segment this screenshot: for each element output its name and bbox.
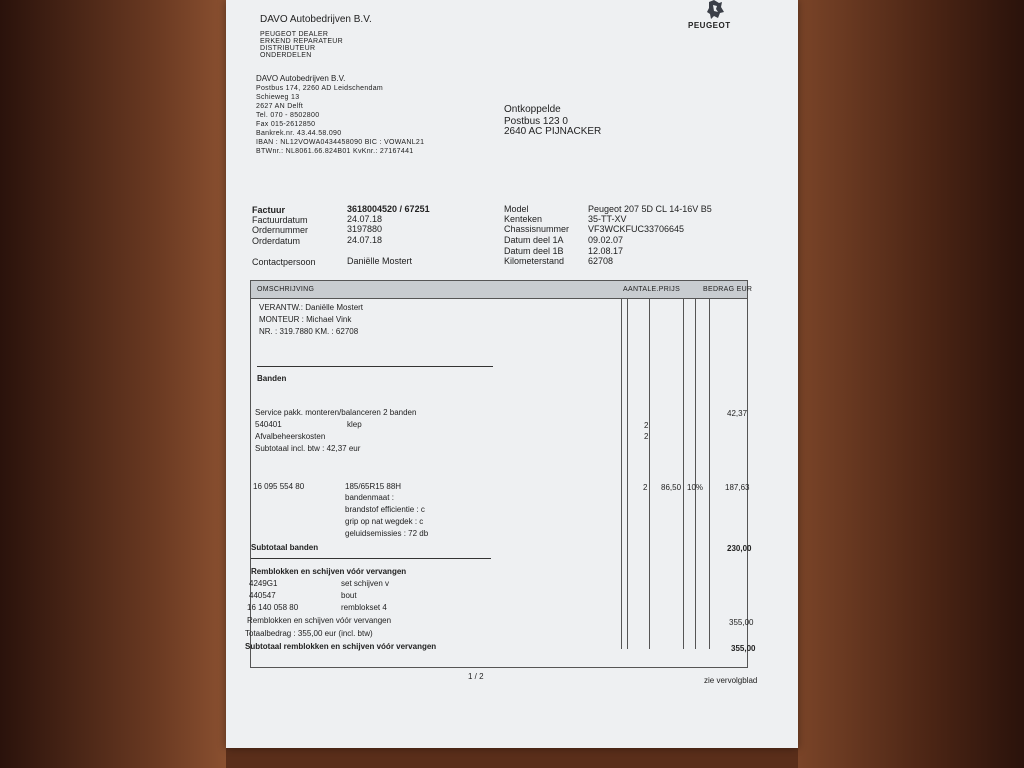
- item-description: bout: [341, 591, 357, 600]
- invoice-date-label: Factuurdatum: [252, 215, 308, 225]
- model-label: Model: [504, 204, 529, 214]
- invoice-paper: [226, 0, 798, 748]
- model-value: Peugeot 207 5D CL 14-16V B5: [588, 204, 712, 214]
- subtotal-remblokken-value: 355,00: [731, 644, 756, 653]
- tire-spec: bandenmaat :: [345, 493, 394, 502]
- order-date-label: Orderdatum: [252, 236, 301, 246]
- date-1a-value: 09.02.07: [588, 235, 624, 245]
- company-name-header: DAVO Autobedrijven B.V.: [260, 14, 372, 25]
- role-line: ERKEND REPARATEUR: [260, 38, 344, 45]
- date-1b-label: Datum deel 1B: [504, 246, 564, 256]
- tire-quantity: 2: [643, 483, 648, 492]
- tire-spec: brandstof efficientie : c: [345, 505, 425, 514]
- column-divider: [649, 299, 650, 649]
- invoice-number-label: Factuur: [252, 205, 286, 215]
- item-quantity: 2: [644, 421, 649, 430]
- order-number-value: 3197880: [347, 224, 383, 234]
- item-code: 16 140 058 80: [247, 603, 299, 612]
- tire-code: 16 095 554 80: [253, 482, 305, 491]
- item-code: 440547: [249, 591, 276, 600]
- tire-discount: 10%: [687, 483, 704, 492]
- invoice-date-value: 24.07.18: [347, 214, 383, 224]
- section-rule: [257, 366, 493, 367]
- role-line: DISTRIBUTEUR: [260, 45, 316, 52]
- item-description: klep: [347, 420, 362, 429]
- order-number-label: Ordernummer: [252, 225, 309, 235]
- subtotal-remblokken-label: Subtotaal remblokken en schijven vóór vervangen: [245, 642, 437, 651]
- address-line: Bankrek.nr. 43.44.58.090: [256, 130, 342, 137]
- tire-unit-price: 86,50: [661, 483, 682, 492]
- address-line: IBAN : NL12VOWA0434458090 BIC : VOWANL21: [256, 139, 425, 146]
- service-line: Service pakk. monteren/balanceren 2 banden: [255, 408, 417, 417]
- invoice-number-value: 3618004520 / 67251: [347, 204, 430, 214]
- address-line: 2627 AN Delft: [256, 103, 304, 110]
- order-date-value: 24.07.18: [347, 235, 383, 245]
- invoice-lines-table: [245, 280, 756, 668]
- chassis-value: VF3WCKFUC33706645: [588, 224, 685, 234]
- recipient-line: 2640 AC PIJNACKER: [504, 126, 602, 137]
- remblokken-line-amount: 355,00: [729, 618, 754, 627]
- item-quantity: 2: [644, 432, 649, 441]
- tire-spec: grip op nat wegdek : c: [345, 517, 424, 526]
- subtotal-incl-line: Subtotaal incl. btw : 42,37 eur: [255, 444, 361, 453]
- remblokken-line: Remblokken en schijven vóór vervangen: [247, 616, 392, 625]
- column-divider: [621, 299, 622, 649]
- continued-note: zie vervolgblad: [704, 676, 758, 685]
- subtotal-banden-value: 230,00: [727, 544, 752, 553]
- contact-label: Contactpersoon: [252, 257, 316, 267]
- mileage-value: 62708: [588, 256, 614, 266]
- tire-size: 185/65R15 88H: [345, 482, 402, 491]
- mechanic-line: MONTEUR : Michael Vink: [259, 315, 352, 324]
- column-divider: [695, 299, 696, 649]
- background-left: [0, 0, 226, 768]
- background-right: [798, 0, 1024, 768]
- section-title-remblokken: Remblokken en schijven vóór vervangen: [251, 567, 407, 576]
- address-line: Schieweg 13: [256, 94, 300, 101]
- section-title-banden: Banden: [257, 374, 287, 383]
- number-km-line: NR. : 319.7880 KM. : 62708: [259, 327, 359, 336]
- responsible-line: VERANTW.: Daniëlle Mostert: [259, 303, 364, 312]
- background-bottom: [226, 748, 798, 768]
- address-line: DAVO Autobedrijven B.V.: [256, 74, 346, 83]
- total-amount-line: Totaalbedrag : 355,00 eur (incl. btw): [245, 629, 373, 638]
- role-line: PEUGEOT DEALER: [260, 31, 329, 38]
- address-line: BTWnr.: NL8061.66.824B01 KvKnr.: 27167441: [256, 148, 414, 155]
- subtotal-banden-label: Subtotaal banden: [251, 543, 319, 552]
- chassis-label: Chassisnummer: [504, 224, 570, 234]
- plate-value: 35-TT-XV: [588, 214, 627, 224]
- plate-label: Kenteken: [504, 214, 543, 224]
- column-divider: [683, 299, 684, 649]
- header-description: OMSCHRIJVING: [257, 286, 315, 293]
- peugeot-lion-icon: [700, 0, 732, 20]
- role-line: ONDERDELEN: [260, 52, 312, 59]
- column-divider: [709, 299, 710, 649]
- item-description: set schijven v: [341, 579, 390, 588]
- page-number: 1 / 2: [468, 672, 484, 681]
- address-line: Fax 015-2612850: [256, 121, 316, 128]
- section-rule: [251, 558, 491, 559]
- brand-name: PEUGEOT: [688, 21, 731, 30]
- service-amount: 42,37: [727, 409, 748, 418]
- date-1b-value: 12.08.17: [588, 246, 624, 256]
- header-amount: BEDRAG EUR: [703, 286, 753, 293]
- item-description: remblokset 4: [341, 603, 387, 612]
- contact-value: Daniëlle Mostert: [347, 256, 413, 266]
- recipient-line: Ontkoppelde: [504, 104, 561, 115]
- date-1a-label: Datum deel 1A: [504, 235, 564, 245]
- address-line: Tel. 070 - 8502800: [256, 112, 320, 119]
- column-divider: [627, 299, 628, 649]
- recipient-line: Postbus 123 0: [504, 116, 568, 127]
- tire-amount: 187,63: [725, 483, 750, 492]
- tire-spec: geluidsemissies : 72 db: [345, 529, 429, 538]
- item-code: 4249G1: [249, 579, 278, 588]
- item-code: 540401: [255, 420, 282, 429]
- mileage-label: Kilometerstand: [504, 256, 565, 266]
- header-qty-price: AANTALE.PRIJS: [623, 286, 681, 293]
- address-line: Postbus 174, 2260 AD Leidschendam: [256, 85, 384, 92]
- item-description: Afvalbeheerskosten: [255, 432, 326, 441]
